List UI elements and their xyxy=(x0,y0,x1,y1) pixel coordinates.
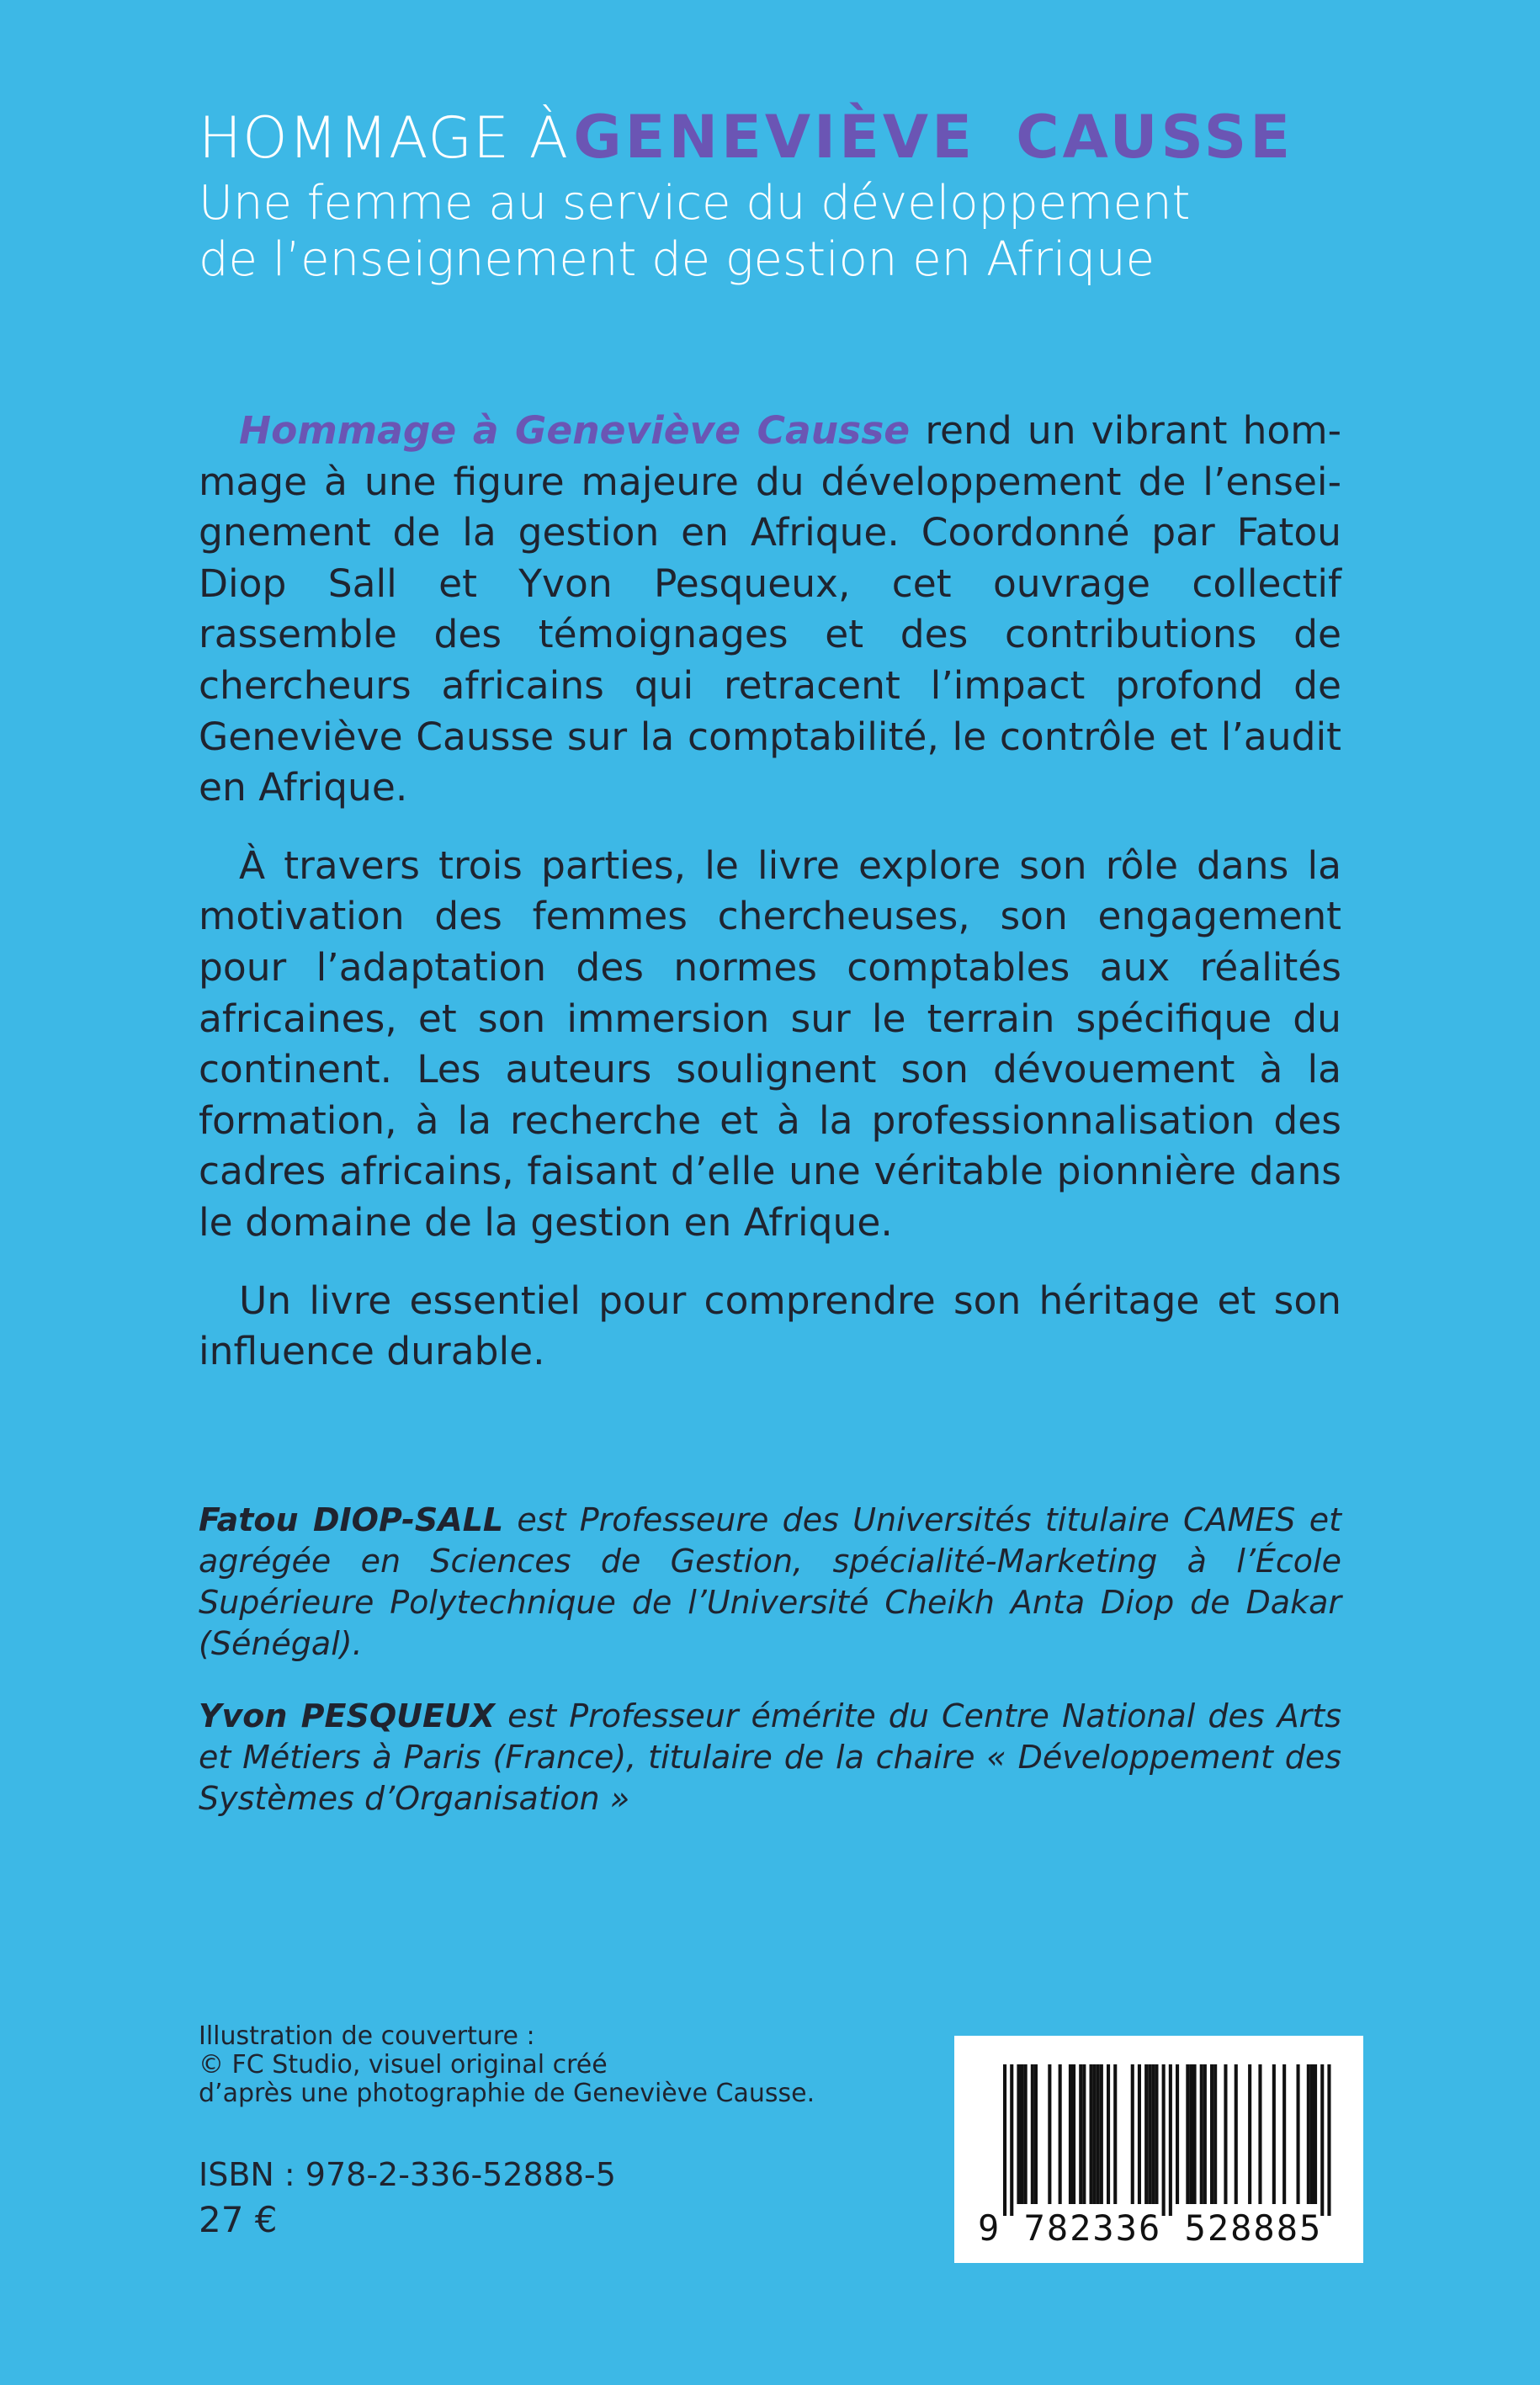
barcode-bar xyxy=(1113,2064,1117,2204)
subtitle-line: de l’enseignement de gestion en Afrique xyxy=(199,232,1155,287)
author-bio-2 xyxy=(199,1696,1341,1819)
barcode-bar xyxy=(1100,2064,1103,2204)
barcode-bar xyxy=(1059,2064,1062,2204)
barcode-bar xyxy=(1069,2064,1072,2204)
summary-paragraph-3: Un livre essentiel pour comprendre son héritage et son influence durable. xyxy=(199,1277,1341,1374)
barcode-bar xyxy=(1320,2064,1324,2216)
barcode-bar xyxy=(1010,2064,1013,2216)
barcode-digits: 9 782336 528885 xyxy=(978,2207,1323,2249)
author-bios xyxy=(199,1500,1341,1819)
author-bio-text-2: est Professeur émérite du Centre National des Arts et Métiers à Paris (France), titulaire de la chaire « Développement des Systèmes d’Organisation » xyxy=(199,1697,1342,1817)
barcode-bar xyxy=(1203,2064,1207,2204)
barcode-bar xyxy=(1034,2064,1038,2204)
barcode-bar xyxy=(1082,2064,1086,2204)
barcode-bar xyxy=(1138,2064,1141,2204)
summary-text xyxy=(199,406,1341,1378)
barcode-bar xyxy=(1003,2064,1006,2216)
barcode-bar xyxy=(1148,2064,1151,2204)
barcode-bar xyxy=(1176,2064,1179,2204)
barcode-bar xyxy=(1090,2064,1093,2204)
barcode-bar xyxy=(1151,2064,1155,2204)
credit-line: Illustration de couverture : xyxy=(199,2021,535,2051)
barcode-bar xyxy=(1297,2064,1300,2204)
barcode-bar xyxy=(1107,2064,1110,2204)
barcode-bar xyxy=(1097,2064,1100,2204)
title-prefix: HOMMAGE À xyxy=(199,105,570,172)
credit-line: d’après une photographie de Geneviève Causse. xyxy=(199,2079,815,2108)
barcode-bar xyxy=(1213,2064,1217,2204)
barcode-bar xyxy=(1021,2064,1024,2204)
barcode-bar xyxy=(1193,2064,1197,2204)
barcode-bar xyxy=(1169,2064,1172,2216)
barcode-bar xyxy=(1144,2064,1148,2204)
barcode-bar xyxy=(1048,2064,1051,2204)
isbn-number: ISBN : 978-2-336-52888-5 xyxy=(199,2156,616,2193)
barcode-bar xyxy=(1079,2064,1082,2204)
author-bio-1 xyxy=(199,1500,1341,1665)
credit-line: © FC Studio, visuel original créé xyxy=(199,2050,608,2080)
barcode-bar xyxy=(1327,2064,1330,2216)
title-name: GENEVIÈVE CAUSSE xyxy=(573,103,1294,172)
barcode-bar xyxy=(1186,2064,1189,2204)
barcode-bar xyxy=(1307,2064,1310,2204)
barcode-bar xyxy=(1200,2064,1203,2204)
barcode-bar xyxy=(1155,2064,1158,2204)
subtitle-line: Une femme au service du développement xyxy=(199,176,1191,231)
barcode-bar xyxy=(1235,2064,1238,2204)
illustration-credits xyxy=(199,2022,956,2108)
barcode-bar xyxy=(1024,2064,1028,2204)
barcode-bar xyxy=(1031,2064,1034,2204)
barcode-bar xyxy=(1272,2064,1276,2204)
barcode-bar xyxy=(1314,2064,1317,2204)
barcode-bar xyxy=(1017,2064,1020,2204)
summary-book-title: Hommage à Geneviève Causse xyxy=(239,408,911,453)
barcode-bar xyxy=(1224,2064,1227,2204)
price: 27 € xyxy=(199,2199,278,2240)
summary-paragraph-2: À travers trois parties, le livre explore son rôle dans la motivation des femmes chercheuses, son engagement pour l’adaptation des normes comptables aux réalités africaines, et son immersion sur le terrain spécifique du continent. Les auteurs soulignent son dévouement à la formation, à la recherche et à la professionnalisation des cadres africains, faisant d’elle une véritable pionnière dans le domaine de la gestion en Afrique. xyxy=(199,842,1341,1245)
author-bio-text-1: est Professeure des Universités titulaire CAMES et agrégée en Sciences de Gestion, spécialité-Marketing à l’École Supérieure Polytechnique de l’Université Cheikh Anta Diop de Dakar (Sénégal). xyxy=(199,1501,1341,1662)
barcode-bar xyxy=(1093,2064,1097,2204)
cover-subtitle xyxy=(199,175,1461,288)
barcode-bar xyxy=(1282,2064,1286,2204)
barcode-bar xyxy=(1162,2064,1166,2216)
barcode-bar xyxy=(1258,2064,1261,2204)
barcode xyxy=(954,2036,1363,2263)
author-name-2: Yvon PESQUEUX xyxy=(199,1697,496,1734)
cover-title xyxy=(199,103,1294,172)
barcode-bar xyxy=(1248,2064,1251,2204)
summary-paragraph-1-text: rend un vibrant hommage à une figure majeure du développement de l’enseignement de la gestion en Afrique. Coordonné par Fatou Diop Sall et Yvon Pesqueux, cet ouvrage collectif rassemble des témoignages et des contributions de chercheurs africains qui retracent l’impact profond de Geneviève Causse sur la comptabilité, le contrôle et l’audit en Afrique. xyxy=(199,408,1341,810)
barcode-bar xyxy=(1131,2064,1134,2204)
summary-paragraph-1 xyxy=(199,406,1341,814)
barcode-bar xyxy=(1310,2064,1314,2204)
barcode-bar xyxy=(1072,2064,1075,2204)
barcode-bar xyxy=(1210,2064,1213,2204)
author-name-1: Fatou DIOP-SALL xyxy=(199,1501,504,1538)
barcode-bar xyxy=(1189,2064,1192,2204)
